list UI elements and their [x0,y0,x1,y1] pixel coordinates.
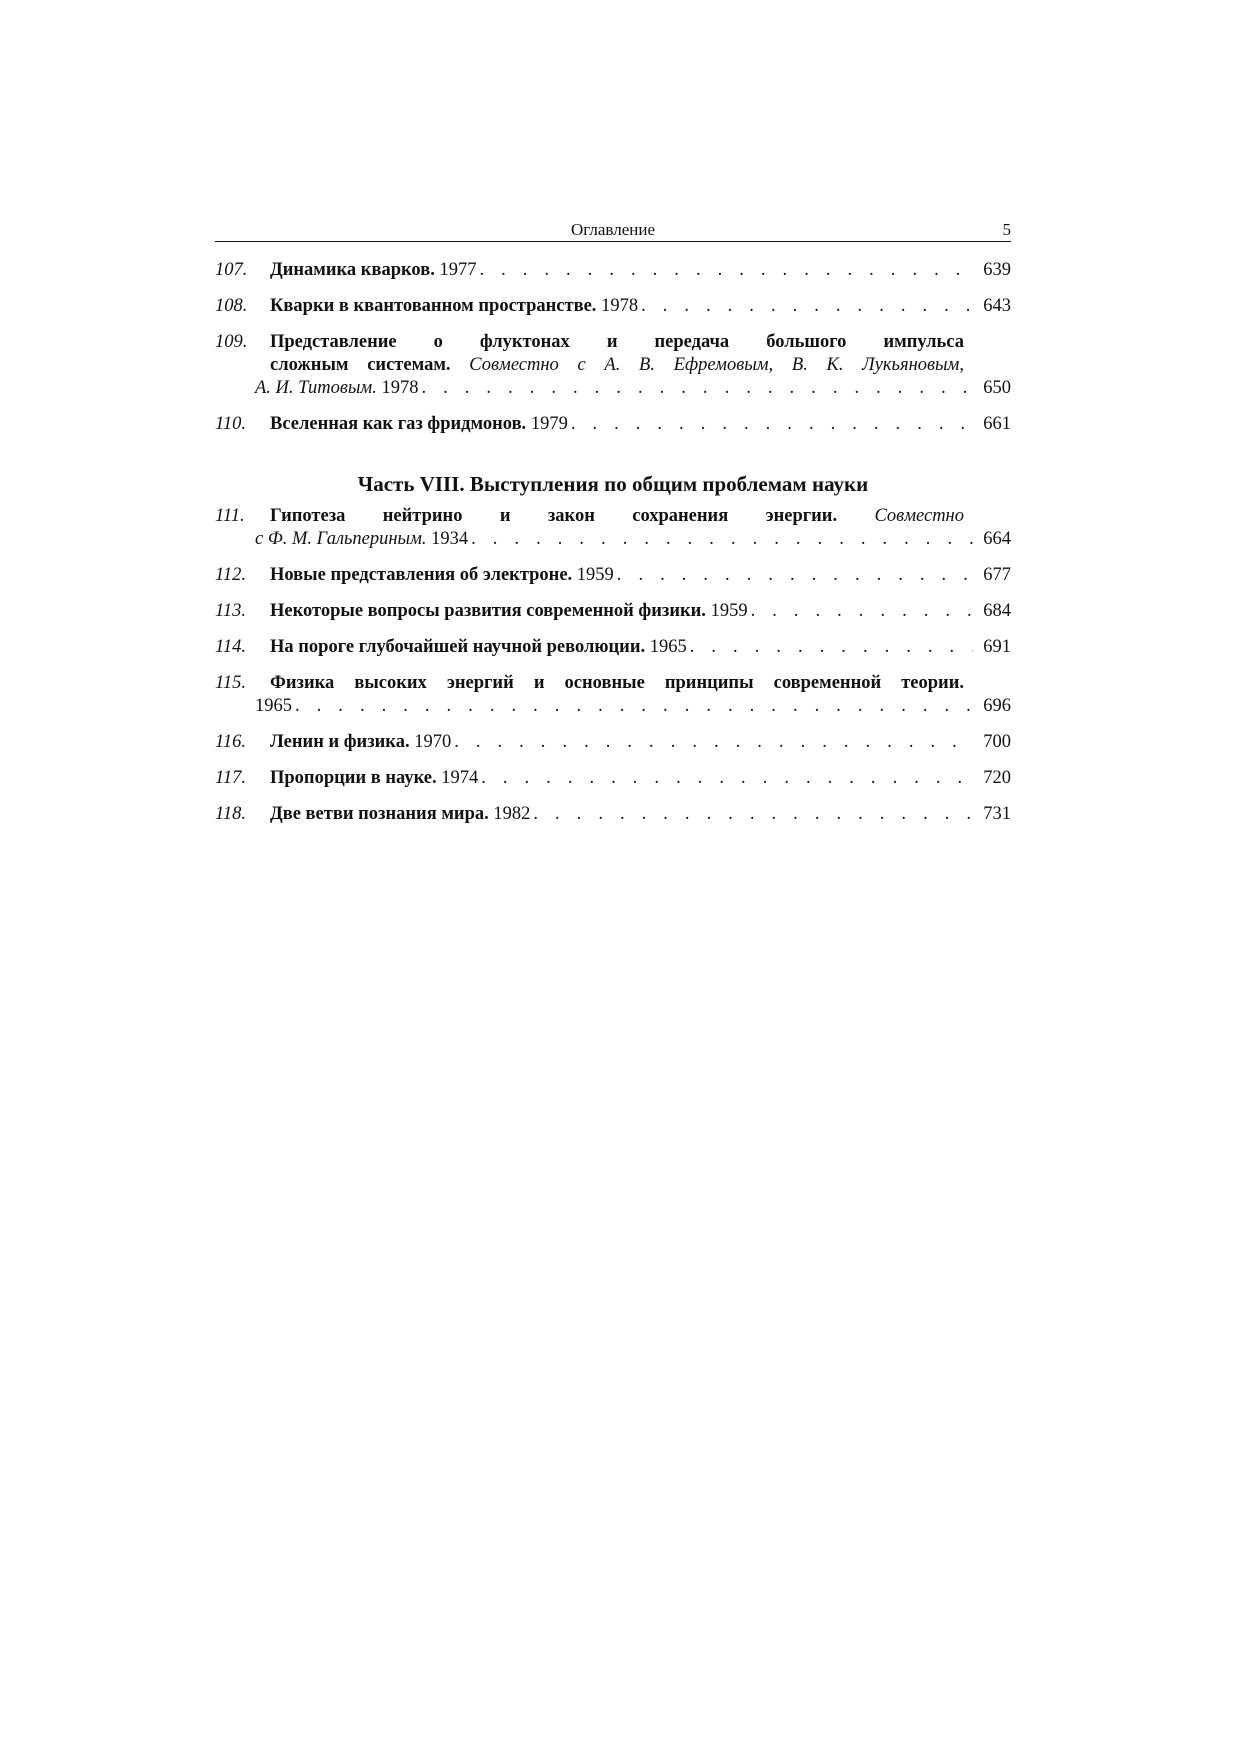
toc-entry-112[interactable] [215,564,1011,587]
toc-page [215,219,1011,839]
entry-page-number: 677 [983,565,1011,585]
toc-entry-109[interactable] [215,331,1011,400]
entry-title: Некоторые вопросы развития современной физики. [270,601,706,621]
entry-title: Ленин и физика. [270,732,410,752]
part-heading: Часть VIII. Выступления по общим проблемам науки [357,472,869,496]
entry-page-number: 650 [983,378,1011,398]
entry-page-number: 684 [983,601,1011,621]
entry-year: 1977 [434,260,477,280]
toc-entry-114[interactable] [215,636,1011,659]
toc-entry-107[interactable] [215,259,1011,282]
entry-year: 1965 [255,696,292,716]
entry-title: Гипотеза нейтрино и закон сохранения энергии. [270,506,838,526]
entry-number: 109. [215,332,248,352]
dot-leader [471,528,973,551]
entry-number: 117. [215,768,247,788]
entry-page-number: 661 [983,414,1011,434]
entry-title: Пропорции в науке. [270,768,437,788]
toc-entry-113[interactable] [215,600,1011,623]
entry-number: 113. [215,601,247,621]
dot-leader [421,377,973,400]
entry-year: 1982 [488,804,531,824]
entry-title: На пороге глубочайшей научной революции. [270,637,646,657]
entry-title: Новые представления об электроне. [270,565,573,585]
entry-year: 1974 [436,768,479,788]
entry-title-line-1: Представление о флуктонах и передача большого импульса [270,332,964,352]
entry-page-number: 664 [983,529,1011,549]
dot-leader [751,600,974,623]
entry-year: 1934 [426,529,469,549]
entry-year: 1979 [526,414,568,434]
entry-page-number: 731 [983,804,1011,824]
running-head-page-number: 5 [1002,220,1011,239]
entry-title: Кварки в квантованном пространстве. [270,296,597,316]
dot-leader [533,803,973,826]
entry-number: 116. [215,732,247,752]
running-head [215,219,1011,242]
toc-section-part-7-end [215,259,1011,436]
entry-page-number: 643 [983,296,1011,316]
entry-number: 115. [215,673,247,693]
toc-entry-115[interactable] [215,672,1011,718]
entry-year: 1959 [572,565,614,585]
entry-number: 111. [215,506,245,526]
entry-year: 1970 [409,732,452,752]
dot-leader [479,259,973,282]
entry-year: 1978 [376,378,419,398]
entry-page-number: 700 [983,732,1011,752]
entry-coauthors-cont: с Ф. М. Гальпериным. [255,529,427,549]
toc-entry-108[interactable] [215,295,1011,318]
toc-section-part-8 [215,505,1011,826]
dot-leader [617,564,973,587]
dot-leader [481,767,973,790]
entry-year: 1965 [645,637,687,657]
entry-title-line-2: сложным системам. [270,355,451,375]
entry-coauthors: Совместно [874,506,964,526]
entry-page-number: 639 [983,260,1011,280]
toc-entry-116[interactable] [215,731,1011,754]
entry-page-number: 696 [983,696,1011,716]
entry-title: Физика высоких энергий и основные принципы современной теории. [270,673,964,693]
entry-year: 1978 [596,296,639,316]
entry-page-number: 691 [983,637,1011,657]
entry-number: 107. [215,260,248,280]
entry-number: 110. [215,414,247,434]
toc-entry-117[interactable] [215,767,1011,790]
toc-entry-118[interactable] [215,803,1011,826]
toc-entry-110[interactable] [215,413,1011,436]
running-head-title: Оглавление [571,220,655,239]
toc-entry-111[interactable] [215,505,1011,551]
entry-page-number: 720 [983,768,1011,788]
entry-coauthors-cont: А. И. Титовым. [255,378,377,398]
dot-leader [295,695,973,718]
dot-leader [690,636,974,659]
entry-number: 112. [215,565,247,585]
entry-title: Вселенная как газ фридмонов. [270,414,527,434]
dot-leader [454,731,973,754]
entry-number: 108. [215,296,248,316]
entry-coauthors: Совместно с А. В. Ефремовым, В. К. Лукьяновым, [469,355,964,375]
dot-leader [641,295,973,318]
entry-year: 1959 [705,601,748,621]
entry-title: Две ветви познания мира. [270,804,489,824]
entry-title: Динамика кварков. [270,260,435,280]
entry-number: 118. [215,804,247,824]
dot-leader [571,413,973,436]
entry-number: 114. [215,637,247,657]
